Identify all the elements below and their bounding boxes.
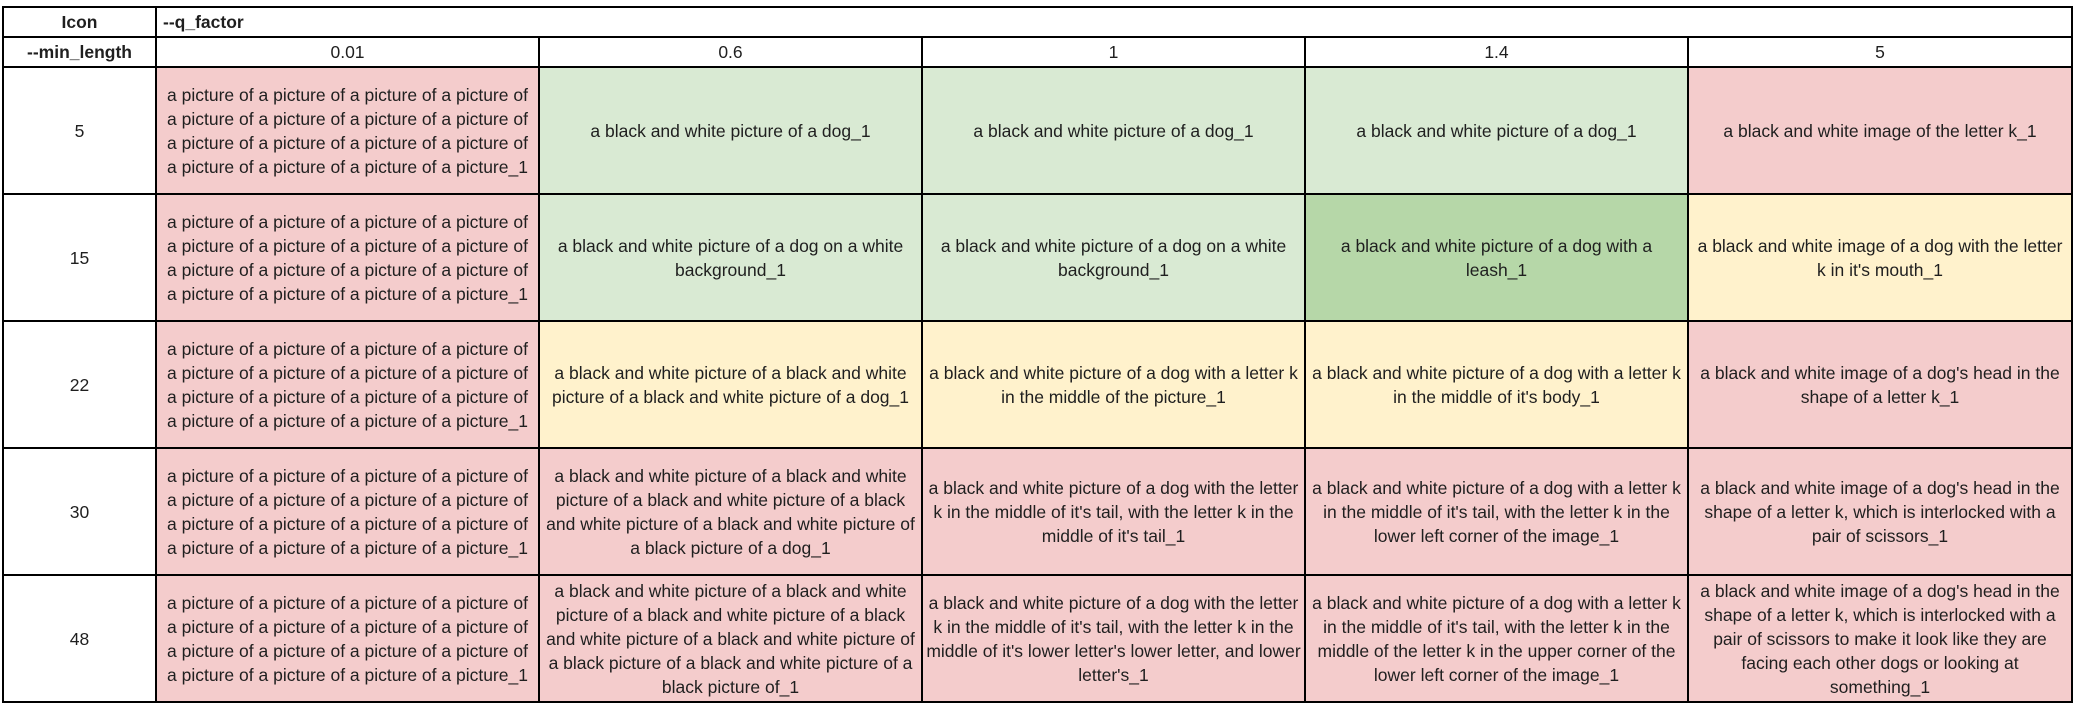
- caption-cell[interactable]: a black and white picture of a dog with the letter k in the middle of it's tail, with the letter k in the middle of it's tail_1: [922, 448, 1305, 575]
- table-row: [3, 575, 2072, 702]
- caption-cell[interactable]: a black and white image of the letter k_1: [1688, 67, 2072, 194]
- corner-label[interactable]: Icon: [3, 7, 156, 37]
- caption-cell[interactable]: a black and white picture of a dog with a letter k in the middle of it's body_1: [1305, 321, 1688, 448]
- caption-cell[interactable]: a picture of a picture of a picture of a picture of a picture of a picture of a picture of a picture of a picture of a picture of a picture of a picture of a picture of a picture of a picture of a picture_1: [156, 321, 539, 448]
- caption-cell[interactable]: a picture of a picture of a picture of a picture of a picture of a picture of a picture of a picture of a picture of a picture of a picture of a picture of a picture of a picture of a picture of a picture_1: [156, 194, 539, 321]
- table-row: [3, 194, 2072, 321]
- results-table: [2, 6, 2073, 703]
- table-row: [3, 448, 2072, 575]
- q-value-cell[interactable]: 0.6: [539, 37, 922, 67]
- caption-cell[interactable]: a black and white image of a dog's head in the shape of a letter k_1: [1688, 321, 2072, 448]
- caption-cell[interactable]: a picture of a picture of a picture of a picture of a picture of a picture of a picture of a picture of a picture of a picture of a picture of a picture of a picture of a picture of a picture of a picture_1: [156, 448, 539, 575]
- caption-cell[interactable]: a black and white picture of a dog_1: [539, 67, 922, 194]
- caption-cell[interactable]: a black and white picture of a black and white picture of a black and white picture of a dog_1: [539, 321, 922, 448]
- caption-cell[interactable]: a black and white picture of a dog on a white background_1: [922, 194, 1305, 321]
- caption-cell[interactable]: a black and white picture of a black and white picture of a black and white picture of a black and white picture of a black and white picture of a black picture of a dog_1: [539, 448, 922, 575]
- q-value-cell[interactable]: 5: [1688, 37, 2072, 67]
- caption-cell[interactable]: a black and white picture of a dog_1: [922, 67, 1305, 194]
- caption-cell[interactable]: a black and white image of a dog's head in the shape of a letter k, which is interlocked with a pair of scissors_1: [1688, 448, 2072, 575]
- min-length-cell[interactable]: 22: [3, 321, 156, 448]
- q-values-row: [3, 37, 2072, 67]
- min-length-header[interactable]: --min_length: [3, 37, 156, 67]
- table-row: [3, 321, 2072, 448]
- caption-cell[interactable]: a black and white picture of a dog with a letter k in the middle of it's tail, with the letter k in the lower left corner of the image_1: [1305, 448, 1688, 575]
- min-length-cell[interactable]: 5: [3, 67, 156, 194]
- caption-cell[interactable]: a black and white picture of a dog with the letter k in the middle of it's tail, with the letter k in the middle of it's lower letter's lower letter, and lower letter's_1: [922, 575, 1305, 702]
- caption-cell[interactable]: a black and white picture of a dog_1: [1305, 67, 1688, 194]
- q-value-cell[interactable]: 1.4: [1305, 37, 1688, 67]
- caption-cell[interactable]: a black and white picture of a dog on a white background_1: [539, 194, 922, 321]
- header-row-top: [3, 7, 2072, 37]
- q-factor-header[interactable]: --q_factor: [156, 7, 2072, 37]
- caption-cell[interactable]: a black and white image of a dog with the letter k in it's mouth_1: [1688, 194, 2072, 321]
- caption-cell[interactable]: a black and white picture of a black and white picture of a black and white picture of a black and white picture of a black and white picture of a black picture of a black and white picture of a black picture of_1: [539, 575, 922, 702]
- min-length-cell[interactable]: 15: [3, 194, 156, 321]
- min-length-cell[interactable]: 48: [3, 575, 156, 702]
- caption-cell[interactable]: a black and white picture of a dog with a letter k in the middle of it's tail, with the letter k in the middle of the letter k in the upper corner of the lower left corner of the image_1: [1305, 575, 1688, 702]
- caption-cell[interactable]: a black and white image of a dog's head in the shape of a letter k, which is interlocked with a pair of scissors to make it look like they are facing each other dogs or looking at something_1: [1688, 575, 2072, 702]
- caption-cell[interactable]: a picture of a picture of a picture of a picture of a picture of a picture of a picture of a picture of a picture of a picture of a picture of a picture of a picture of a picture of a picture of a picture_1: [156, 67, 539, 194]
- q-value-cell[interactable]: 0.01: [156, 37, 539, 67]
- table-row: [3, 67, 2072, 194]
- caption-cell[interactable]: a picture of a picture of a picture of a picture of a picture of a picture of a picture of a picture of a picture of a picture of a picture of a picture of a picture of a picture of a picture of a picture_1: [156, 575, 539, 702]
- caption-cell[interactable]: a black and white picture of a dog with a leash_1: [1305, 194, 1688, 321]
- min-length-cell[interactable]: 30: [3, 448, 156, 575]
- q-value-cell[interactable]: 1: [922, 37, 1305, 67]
- caption-cell[interactable]: a black and white picture of a dog with a letter k in the middle of the picture_1: [922, 321, 1305, 448]
